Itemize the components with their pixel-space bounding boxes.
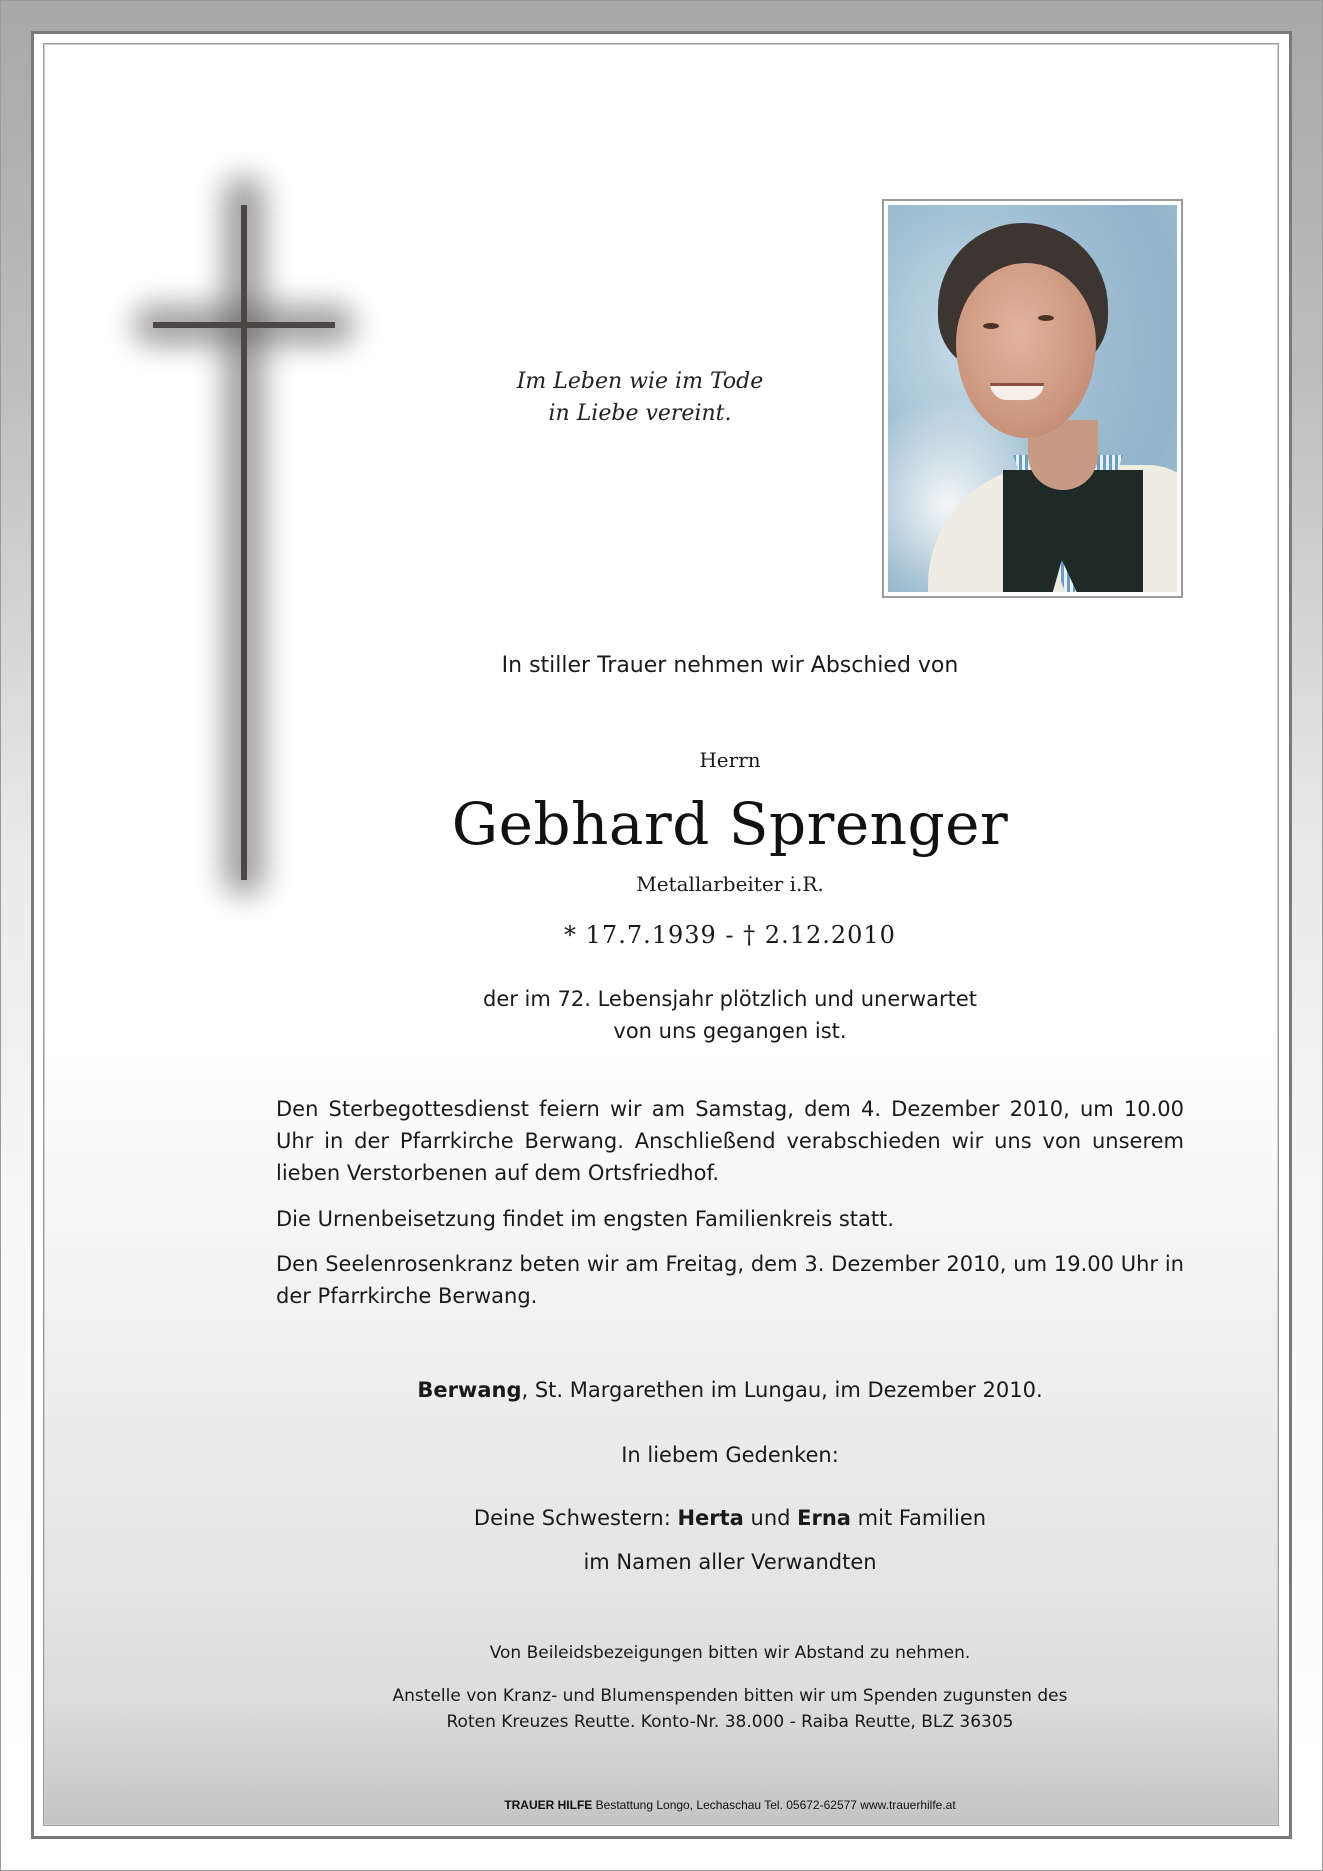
quote-line-2: in Liebe vereint.	[548, 401, 732, 426]
portrait-photo	[888, 205, 1177, 592]
quote-line-1: Im Leben wie im Tode	[516, 369, 764, 394]
photo-eye-left	[983, 323, 999, 329]
donation-line-1: Anstelle von Kranz- und Blumenspenden bitten wir um Spenden zugunsten des	[392, 1686, 1068, 1706]
footer-contact: Bestattung Longo, Lechaschau Tel. 05672-62577 www.trauerhilfe.at	[592, 1798, 956, 1812]
cross-vertical-bar	[241, 205, 247, 880]
age-statement	[270, 983, 1190, 1047]
life-dates: * 17.7.1939 - † 2.12.2010	[564, 921, 896, 949]
sister-name-2: Erna	[797, 1506, 851, 1530]
salutation: Herrn	[699, 748, 761, 772]
sister-name-1: Herta	[677, 1506, 744, 1530]
conjunction: und	[743, 1506, 798, 1530]
funeral-service-paragraph: Den Sterbegottesdienst feiern wir am Samstag, dem 4. Dezember 2010, um 10.00 Uhr in der Pfarrkirche Berwang. Anschließend verabschieden wir uns von unserem lieben Verstorbenen auf dem Ortsfriedhof.	[276, 1097, 1184, 1185]
funeral-home-footer	[270, 1797, 1190, 1813]
place-and-date	[270, 1375, 1190, 1405]
relatives-line: im Namen aller Verwandten	[583, 1550, 877, 1574]
cross-horizontal-bar	[153, 322, 335, 328]
donation-line-2: Roten Kreuzes Reutte. Konto-Nr. 38.000 - Raiba Reutte, BLZ 36305	[446, 1712, 1014, 1732]
occupation: Metallarbeiter i.R.	[636, 872, 824, 896]
place-rest: , St. Margarethen im Lungau, im Dezember 2010.	[521, 1378, 1043, 1402]
footer-brand: TRAUER HILFE	[504, 1798, 593, 1812]
portrait-photo-frame	[882, 199, 1183, 598]
photo-face	[956, 263, 1096, 438]
memorial-quote	[470, 366, 810, 430]
mourners-line	[270, 1503, 1190, 1533]
sisters-prefix: Deine Schwestern:	[473, 1506, 678, 1530]
photo-smile	[990, 383, 1044, 400]
sisters-suffix: mit Familien	[850, 1506, 987, 1530]
farewell-lead: In stiller Trauer nehmen wir Abschied von	[501, 653, 959, 678]
age-line-1: der im 72. Lebensjahr plötzlich und unerwartet	[482, 987, 977, 1011]
age-line-2: von uns gegangen ist.	[613, 1019, 847, 1043]
place-name: Berwang	[417, 1378, 522, 1402]
rosary-paragraph: Den Seelenrosenkranz beten wir am Freitag, dem 3. Dezember 2010, um 19.00 Uhr in der Pfarrkirche Berwang.	[276, 1252, 1184, 1308]
urn-burial-paragraph: Die Urnenbeisetzung findet im engsten Familienkreis statt.	[276, 1207, 895, 1231]
donation-note	[270, 1683, 1190, 1735]
condolences-note: Von Beileidsbezeigungen bitten wir Abstand zu nehmen.	[489, 1643, 971, 1663]
in-memory-heading: In liebem Gedenken:	[621, 1443, 839, 1467]
deceased-name: Gebhard Sprenger	[451, 790, 1009, 858]
photo-eye-right	[1038, 315, 1054, 321]
